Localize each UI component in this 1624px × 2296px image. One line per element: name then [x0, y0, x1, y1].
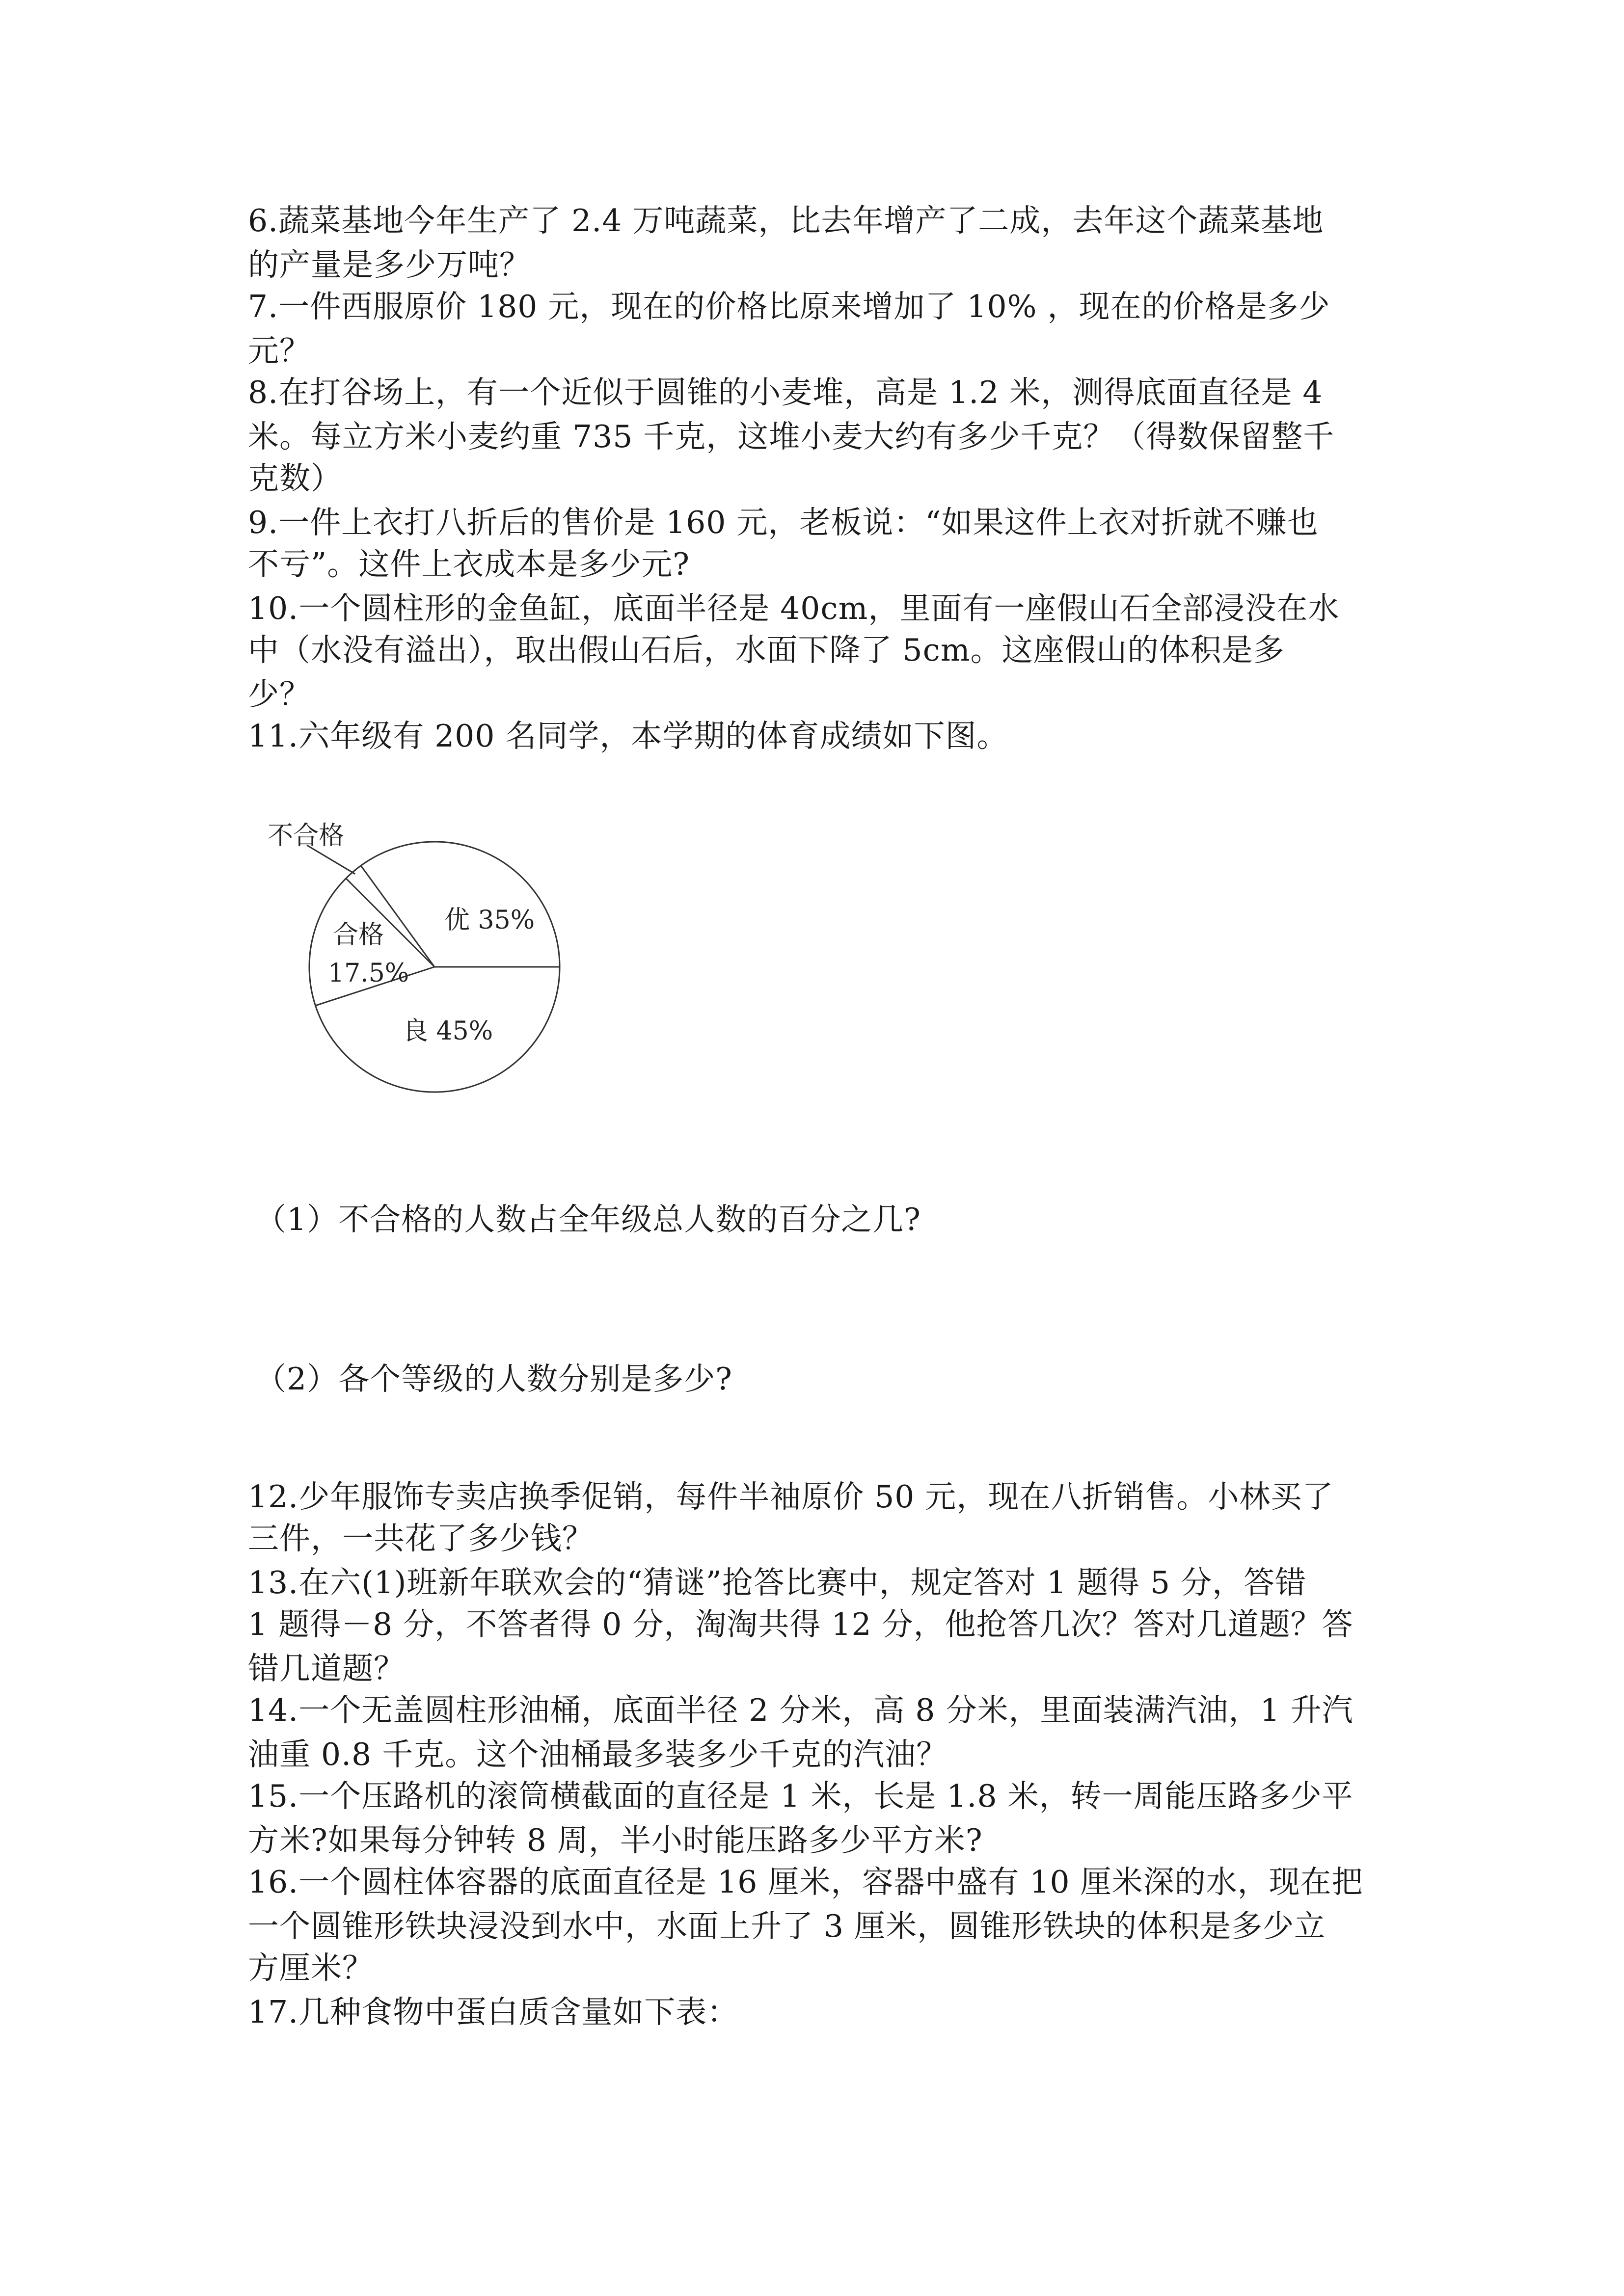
q14-line2: 油重 0.8 千克。这个油桶最多装多少千克的汽油？: [248, 1736, 948, 1772]
q16-line2: 一个圆锥形铁块浸没到水中，水面上升了 3 厘米，圆锥形铁块的体积是多少立: [248, 1908, 1326, 1944]
q11-line1: 11.六年级有 200 名同学，本学期的体育成绩如下图。: [248, 718, 1008, 754]
q6-line2: 的产量是多少万吨？: [248, 247, 531, 283]
q6-line1: 6.蔬菜基地今年生产了 2.4 万吨蔬菜，比去年增产了二成，去年这个蔬菜基地: [248, 203, 1324, 239]
q11-sub2: （2）各个等级的人数分别是多少?: [255, 1361, 732, 1397]
q16-line1: 16.一个圆柱体容器的底面直径是 16 厘米，容器中盛有 10 厘米深的水，现在把: [248, 1864, 1363, 1900]
grade-pie-chart: [250, 815, 604, 1119]
q8-line1: 8.在打谷场上，有一个近似于圆锥的小麦堆，高是 1.2 米，测得底面直径是 4: [248, 374, 1323, 410]
q16-line3: 方厘米？: [248, 1950, 374, 1986]
q12-line1: 12.少年服饰专卖店换季促销，每件半袖原价 50 元，现在八折销售。小林买了: [248, 1479, 1334, 1515]
q7-line1: 7.一件西服原价 180 元，现在的价格比原来增加了 10% ，现在的价格是多少: [248, 289, 1330, 324]
q13-line1: 13.在六(1)班新年联欢会的“猜谜”抢答比赛中，规定答对 1 题得 5 分，答错: [248, 1565, 1307, 1601]
q8-line3: 克数）: [248, 460, 342, 496]
label-excellent: 优 35%: [444, 906, 535, 935]
q15-line1: 15.一个压路机的滚筒横截面的直径是 1 米，长是 1.8 米，转一周能压路多少平: [248, 1778, 1353, 1814]
q8-line2: 米。每立方米小麦约重 735 千克，这堆小麦大约有多少千克？（得数保留整千: [248, 419, 1335, 454]
q10-line2: 中（水没有溢出），取出假山石后，水面下降了 5cm。这座假山的体积是多: [248, 632, 1285, 668]
q7-line2: 元？: [248, 333, 311, 369]
label-pass-value: 17.5%: [328, 959, 409, 988]
label-fail: 不合格: [268, 821, 345, 851]
q11-sub1: （1）不合格的人数占全年级总人数的百分之几?: [255, 1201, 921, 1237]
q13-line2: 1 题得－8 分，不答者得 0 分，淘淘共得 12 分，他抢答几次？答对几道题？答: [248, 1606, 1353, 1642]
q13-line3: 错几道题？: [248, 1651, 405, 1686]
q15-line2: 方米?如果每分钟转 8 周，半小时能压路多少平方米?: [248, 1822, 983, 1858]
label-pass-name: 合格: [333, 920, 384, 950]
q12-line2: 三件，一共花了多少钱？: [248, 1521, 594, 1556]
pie-chart-svg: [250, 815, 604, 1119]
q10-line3: 少？: [248, 676, 311, 712]
q9-line1: 9.一件上衣打八折后的售价是 160 元，老板说：“如果这件上衣对折就不赚也: [248, 505, 1319, 540]
q14-line1: 14.一个无盖圆柱形油桶，底面半径 2 分米，高 8 分米，里面装满汽油，1 升汽: [248, 1692, 1353, 1728]
q9-line2: 不亏”。这件上衣成本是多少元?: [248, 546, 690, 582]
label-good: 良 45%: [403, 1016, 493, 1046]
q17-line1: 17.几种食物中蛋白质含量如下表：: [248, 1994, 739, 2030]
q10-line1: 10.一个圆柱形的金鱼缸，底面半径是 40cm，里面有一座假山石全部浸没在水: [248, 590, 1340, 626]
